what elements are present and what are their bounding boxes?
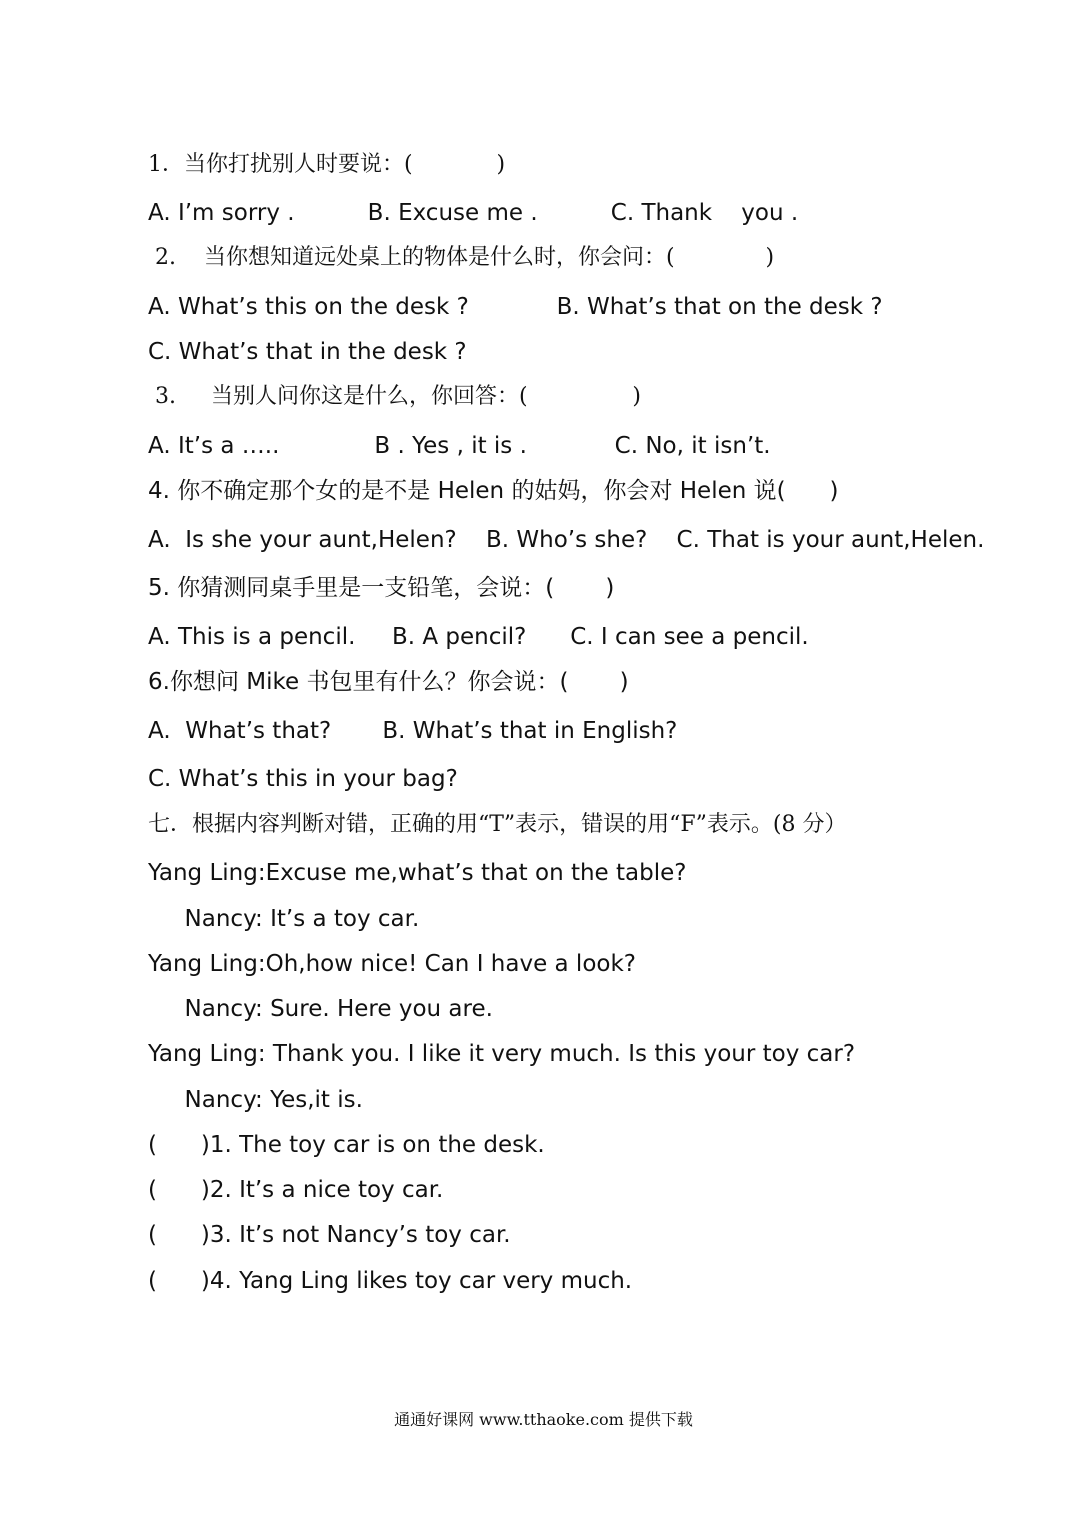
question-2-options-row1: A. What’s this on the desk ? B. What’s that on the desk ? bbox=[148, 294, 883, 320]
question-4-prompt: 4. 你不确定那个女的是不是 Helen 的姑妈，你会对 Helen 说( ) bbox=[148, 478, 839, 504]
dialogue-line: Yang Ling:Oh,how nice! Can I have a look? bbox=[148, 951, 636, 977]
dialogue-line: Nancy: Yes,it is. bbox=[148, 1087, 363, 1113]
question-6-options-row2: C. What’s this in your bag? bbox=[148, 766, 458, 792]
dialogue-line: Nancy: It’s a toy car. bbox=[148, 906, 420, 932]
dialogue-line: Nancy: Sure. Here you are. bbox=[148, 996, 493, 1022]
question-5-options: A. This is a pencil. B. A pencil? C. I can see a pencil. bbox=[148, 624, 809, 650]
question-5-prompt: 5. 你猜测同桌手里是一支铅笔，会说：( ) bbox=[148, 575, 615, 601]
question-2-options-row2: C. What’s that in the desk ? bbox=[148, 339, 467, 365]
page-footer: 通通好课网 www.tthaoke.com 提供下载 bbox=[394, 1410, 693, 1429]
question-3-prompt: 3. 当别人问你这是什么，你回答：( ) bbox=[148, 384, 642, 409]
section-7-heading: 七．根据内容判断对错，正确的用“T”表示，错误的用“F”表示。(8 分） bbox=[148, 812, 847, 837]
question-3-options: A. It’s a ….. B . Yes , it is . C. No, it isn’t. bbox=[148, 433, 771, 459]
question-1-options: A. I’m sorry . B. Excuse me . C. Thank you . bbox=[148, 200, 799, 226]
judgement-statement: ( )3. It’s not Nancy’s toy car. bbox=[148, 1222, 511, 1248]
question-1-prompt: 1．当你打扰别人时要说：( ) bbox=[148, 152, 506, 177]
judgement-statement: ( )1. The toy car is on the desk. bbox=[148, 1132, 545, 1158]
dialogue-line: Yang Ling: Thank you. I like it very much. Is this your toy car? bbox=[148, 1041, 856, 1067]
judgement-statement: ( )4. Yang Ling likes toy car very much. bbox=[148, 1268, 633, 1294]
question-6-prompt: 6.你想问 Mike 书包里有什么？你会说：( ) bbox=[148, 669, 629, 695]
question-2-prompt: 2. 当你想知道远处桌上的物体是什么时，你会问：( ) bbox=[148, 245, 775, 270]
question-6-options-row1: A. What’s that? B. What’s that in English? bbox=[148, 718, 678, 744]
question-4-options: A. Is she your aunt,Helen? B. Who’s she? C. That is your aunt,Helen. bbox=[148, 527, 985, 553]
judgement-statement: ( )2. It’s a nice toy car. bbox=[148, 1177, 444, 1203]
dialogue-line: Yang Ling:Excuse me,what’s that on the table? bbox=[148, 860, 687, 886]
